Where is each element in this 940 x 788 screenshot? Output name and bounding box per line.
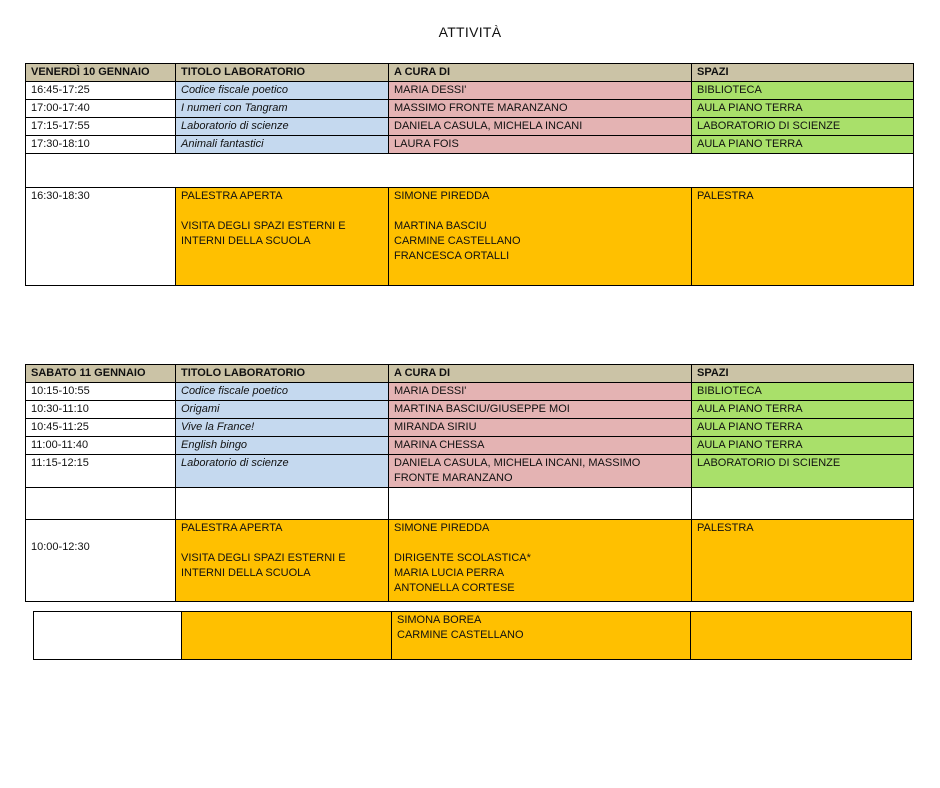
person: FRANCESCA ORTALLI: [394, 250, 510, 262]
title-cell: Animali fantastici: [176, 136, 389, 154]
empty-row: [26, 154, 914, 188]
time-cell: [26, 520, 176, 602]
time-cell: 17:00-17:40: [26, 100, 176, 118]
person: CARMINE CASTELLANO: [397, 629, 524, 641]
empty-cell: [389, 488, 692, 520]
saturday-extra-table: [33, 611, 912, 660]
header-day: VENERDÌ 10 GENNAIO: [26, 64, 176, 82]
title-cell: Laboratorio di scienze: [176, 118, 389, 136]
activity-cell: [176, 520, 389, 602]
by-cell: [389, 188, 692, 286]
time-cell: 16:45-17:25: [26, 82, 176, 100]
by-cell: MARIA DESSI': [389, 82, 692, 100]
header-spaces: SPAZI: [692, 365, 914, 383]
time-cell: 10:30-11:10: [26, 401, 176, 419]
header-by: A CURA DI: [389, 64, 692, 82]
time-cell: 11:15-12:15: [26, 455, 176, 488]
person: SIMONE PIREDDA: [394, 190, 490, 202]
table-header-row: [26, 365, 914, 383]
time-cell: 17:30-18:10: [26, 136, 176, 154]
header-by: A CURA DI: [389, 365, 692, 383]
person: CARMINE CASTELLANO: [394, 235, 521, 247]
header-title: TITOLO LABORATORIO: [176, 64, 389, 82]
time-cell: 16:30-18:30: [26, 188, 176, 286]
space-cell: BIBLIOTECA: [692, 82, 914, 100]
space-cell: AULA PIANO TERRA: [692, 100, 914, 118]
empty-row: [26, 488, 914, 520]
title-cell: Codice fiscale poetico: [176, 383, 389, 401]
table-row: [26, 419, 914, 437]
by-cell: MASSIMO FRONTE MARANZANO: [389, 100, 692, 118]
saturday-schedule-table: [25, 364, 914, 602]
time-cell: 10:45-11:25: [26, 419, 176, 437]
by-line: FRONTE MARANZANO: [394, 472, 513, 484]
empty-cell: [692, 488, 914, 520]
space-cell: AULA PIANO TERRA: [692, 136, 914, 154]
empty-cell: [176, 488, 389, 520]
space-cell: PALESTRA: [692, 520, 914, 602]
title-cell: I numeri con Tangram: [176, 100, 389, 118]
empty-cell: [34, 612, 182, 660]
title-cell: English bingo: [176, 437, 389, 455]
open-activities-row: [26, 188, 914, 286]
person: MARIA LUCIA PERRA: [394, 567, 505, 579]
table-row: [26, 437, 914, 455]
extra-row: [34, 612, 912, 660]
header-title: TITOLO LABORATORIO: [176, 365, 389, 383]
activity-visit-line2: INTERNI DELLA SCUOLA: [181, 235, 311, 247]
by-cell: [389, 455, 692, 488]
by-cell: DANIELA CASULA, MICHELA INCANI: [389, 118, 692, 136]
activity-visit-line1: VISITA DEGLI SPAZI ESTERNI E: [181, 220, 346, 232]
time-cell: 11:00-11:40: [26, 437, 176, 455]
person: ANTONELLA CORTESE: [394, 582, 515, 594]
table-row: [26, 401, 914, 419]
by-cell: MARTINA BASCIU/GIUSEPPE MOI: [389, 401, 692, 419]
title-cell: Origami: [176, 401, 389, 419]
title-cell: Vive la France!: [176, 419, 389, 437]
space-cell: AULA PIANO TERRA: [692, 437, 914, 455]
space-cell: LABORATORIO DI SCIENZE: [692, 455, 914, 488]
by-cell: [392, 612, 691, 660]
activity-gym: PALESTRA APERTA: [181, 190, 283, 202]
activity-visit-line1: VISITA DEGLI SPAZI ESTERNI E: [181, 552, 346, 564]
friday-schedule-table: [25, 63, 914, 286]
table-row: [26, 136, 914, 154]
time-text: 10:00-12:30: [31, 541, 90, 553]
empty-space-cell: [691, 612, 912, 660]
by-cell: LAURA FOIS: [389, 136, 692, 154]
empty-cell: [26, 154, 914, 188]
header-spaces: SPAZI: [692, 64, 914, 82]
empty-cell: [26, 488, 176, 520]
space-cell: PALESTRA: [692, 188, 914, 286]
table-row: [26, 383, 914, 401]
space-cell: BIBLIOTECA: [692, 383, 914, 401]
title-cell: Codice fiscale poetico: [176, 82, 389, 100]
table-row: [26, 82, 914, 100]
by-cell: [389, 520, 692, 602]
activity-gym: PALESTRA APERTA: [181, 522, 283, 534]
table-header-row: [26, 64, 914, 82]
table-row: [26, 100, 914, 118]
person: MARTINA BASCIU: [394, 220, 487, 232]
by-line: DANIELA CASULA, MICHELA INCANI, MASSIMO: [394, 457, 641, 469]
table-row: [26, 455, 914, 488]
by-cell: MIRANDA SIRIU: [389, 419, 692, 437]
time-cell: 10:15-10:55: [26, 383, 176, 401]
by-cell: MARIA DESSI': [389, 383, 692, 401]
space-cell: LABORATORIO DI SCIENZE: [692, 118, 914, 136]
empty-activity-cell: [182, 612, 392, 660]
person: DIRIGENTE SCOLASTICA*: [394, 552, 531, 564]
activity-visit-line2: INTERNI DELLA SCUOLA: [181, 567, 311, 579]
activity-cell: [176, 188, 389, 286]
person: SIMONE PIREDDA: [394, 522, 490, 534]
space-cell: AULA PIANO TERRA: [692, 401, 914, 419]
page-title: ATTIVITÀ: [438, 24, 502, 40]
time-cell: 17:15-17:55: [26, 118, 176, 136]
by-cell: MARINA CHESSA: [389, 437, 692, 455]
person: SIMONA BOREA: [397, 614, 482, 626]
open-activities-row: [26, 520, 914, 602]
space-cell: AULA PIANO TERRA: [692, 419, 914, 437]
title-cell: Laboratorio di scienze: [176, 455, 389, 488]
table-row: [26, 118, 914, 136]
header-day: SABATO 11 GENNAIO: [26, 365, 176, 383]
